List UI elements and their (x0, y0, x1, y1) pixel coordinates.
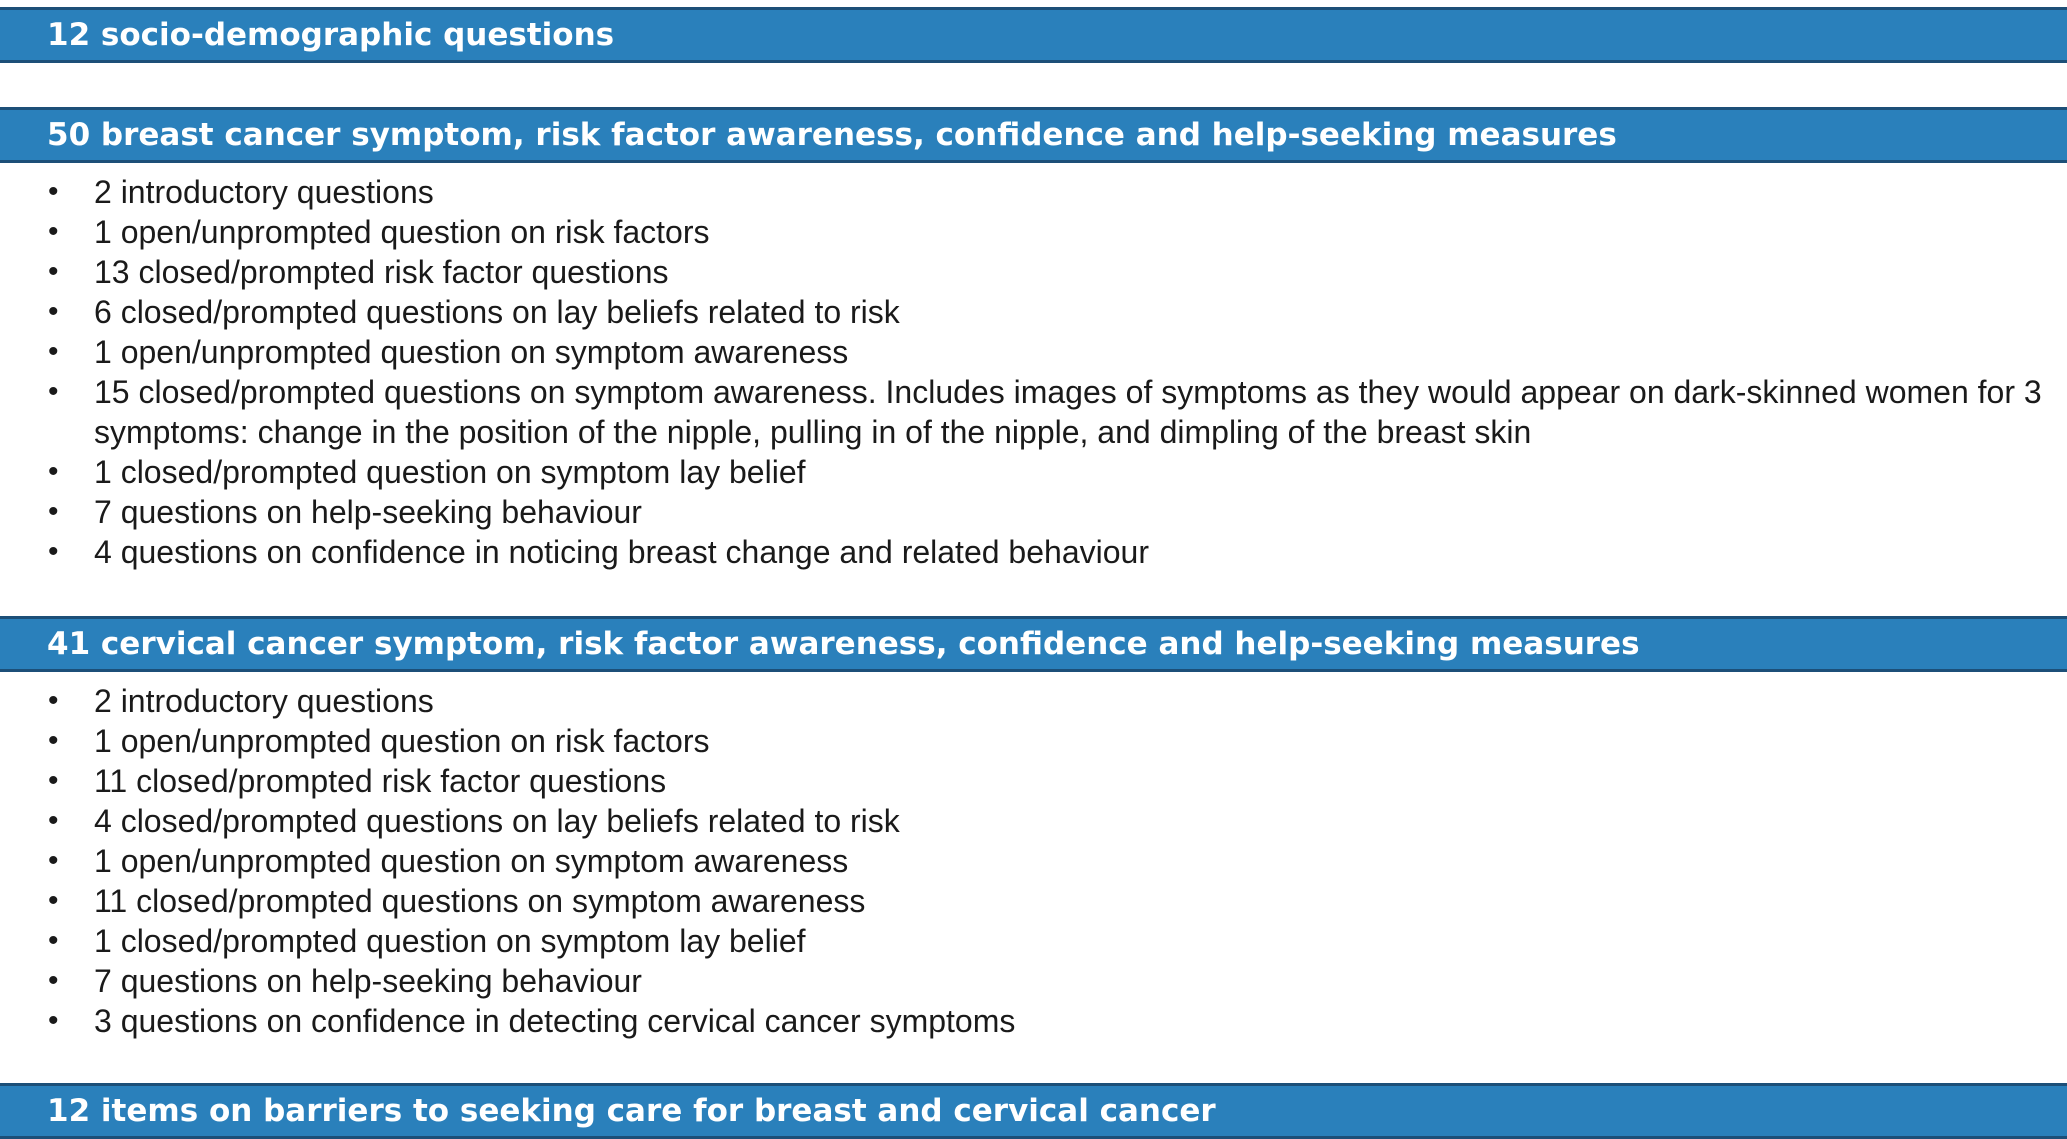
list-item-text: 1 closed/prompted question on symptom lay belief (94, 454, 806, 490)
list-item (0, 492, 2067, 532)
bullet-icon: • (48, 764, 59, 797)
list-item-text: 4 questions on confidence in noticing breast change and related behaviour (94, 534, 1149, 570)
list-item-text: 7 questions on help-seeking behaviour (94, 494, 642, 530)
list-item (0, 252, 2067, 292)
list-item (0, 841, 2067, 881)
list-item-text: 1 closed/prompted question on symptom lay belief (94, 923, 806, 959)
bullet-icon: • (48, 535, 59, 568)
list-item (0, 921, 2067, 961)
bullet-icon: • (48, 884, 59, 917)
list-item-text: 3 questions on confidence in detecting cervical cancer symptoms (94, 1003, 1016, 1039)
list-item-text: 2 introductory questions (94, 683, 434, 719)
list-item-text: 2 introductory questions (94, 174, 434, 210)
bullet-icon: • (48, 804, 59, 837)
bullet-icon: • (48, 455, 59, 488)
section-header-breast-cancer (0, 107, 2067, 163)
list-item (0, 172, 2067, 212)
section-title: 41 cervical cancer symptom, risk factor awareness, confidence and help-seeking measures (47, 626, 1640, 662)
bullet-icon: • (48, 844, 59, 877)
list-item (0, 532, 2067, 572)
section-header-cervical-cancer (0, 616, 2067, 672)
section-header-barriers (0, 1083, 2067, 1139)
bullet-icon: • (48, 295, 59, 328)
list-item (0, 881, 2067, 921)
list-item (0, 721, 2067, 761)
section-title: 12 socio-demographic questions (47, 17, 615, 53)
list-item-text: 4 closed/prompted questions on lay beliefs related to risk (94, 803, 900, 839)
bullet-icon: • (48, 1004, 59, 1037)
list-item (0, 212, 2067, 252)
bullet-icon: • (48, 724, 59, 757)
list-item-text: 1 open/unprompted question on symptom awareness (94, 334, 849, 370)
cervical-cancer-measures-list (0, 681, 2067, 1041)
bullet-icon: • (48, 255, 59, 288)
list-item-text: 11 closed/prompted questions on symptom awareness (94, 883, 866, 919)
list-item (0, 681, 2067, 721)
list-item (0, 761, 2067, 801)
list-item-text: 1 open/unprompted question on symptom awareness (94, 843, 849, 879)
list-item-text: 6 closed/prompted questions on lay beliefs related to risk (94, 294, 900, 330)
list-item (0, 1001, 2067, 1041)
bullet-icon: • (48, 924, 59, 957)
bullet-icon: • (48, 175, 59, 208)
list-item-text: 13 closed/prompted risk factor questions (94, 254, 669, 290)
bullet-icon: • (48, 375, 59, 408)
list-item-text: 7 questions on help-seeking behaviour (94, 963, 642, 999)
bullet-icon: • (48, 964, 59, 997)
section-header-sociodemographic (0, 7, 2067, 63)
list-item (0, 452, 2067, 492)
section-title: 50 breast cancer symptom, risk factor awareness, confidence and help-seeking measures (47, 117, 1617, 153)
list-item (0, 801, 2067, 841)
bullet-icon: • (48, 335, 59, 368)
list-item-text: 1 open/unprompted question on risk factors (94, 723, 710, 759)
breast-cancer-measures-list (0, 172, 2067, 572)
bullet-icon: • (48, 495, 59, 528)
list-item (0, 961, 2067, 1001)
bullet-icon: • (48, 215, 59, 248)
list-item (0, 372, 2067, 452)
list-item-text: 11 closed/prompted risk factor questions (94, 763, 667, 799)
bullet-icon: • (48, 684, 59, 717)
section-title: 12 items on barriers to seeking care for breast and cervical cancer (47, 1093, 1216, 1129)
list-item (0, 332, 2067, 372)
list-item (0, 292, 2067, 332)
list-item-text: 1 open/unprompted question on risk factors (94, 214, 710, 250)
list-item-text: 15 closed/prompted questions on symptom awareness. Includes images of symptoms as they would appear on dark-skinned women for 3 symptoms: change in the position of the nipple, pulling in of the nipple, and dimpling of the breast skin (94, 374, 2042, 450)
